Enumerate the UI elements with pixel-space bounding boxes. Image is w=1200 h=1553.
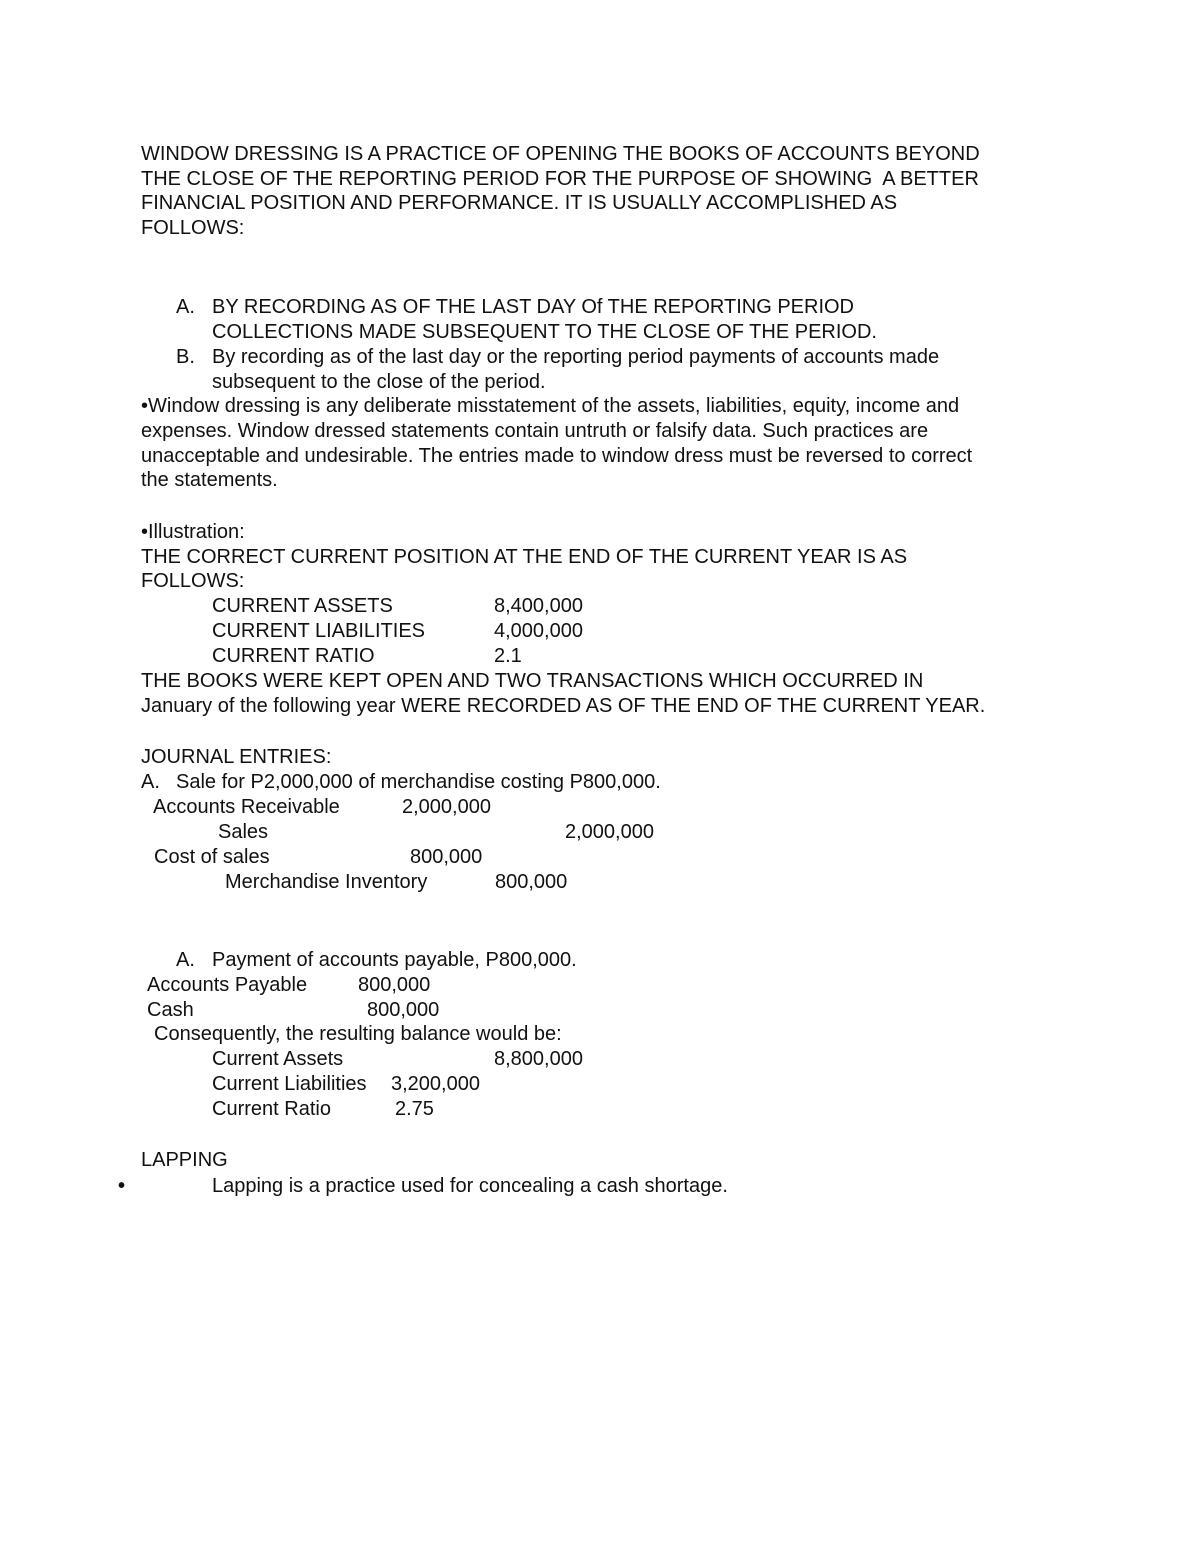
method-b-line-1: By recording as of the last day or the reporting period payments of accounts made xyxy=(212,346,940,368)
definition-line-3: unacceptable and undesirable. The entries made to window dress must be reversed to correct xyxy=(141,445,973,467)
entry-b-marker: A. xyxy=(176,949,195,971)
result-value-current-ratio: 2.75 xyxy=(395,1098,434,1120)
illustration-heading: •Illustration: xyxy=(141,521,245,543)
journal-heading: JOURNAL ENTRIES: xyxy=(141,746,332,768)
illustration-after-line-2: January of the following year WERE RECORDED AS OF THE END OF THE CURRENT YEAR. xyxy=(141,695,986,717)
definition-line-4: the statements. xyxy=(141,469,278,491)
intro-line-3: FINANCIAL POSITION AND PERFORMANCE. IT IS USUALLY ACCOMPLISHED AS xyxy=(141,192,898,214)
intro-line-2: THE CLOSE OF THE REPORTING PERIOD FOR THE PURPOSE OF SHOWING A BETTER xyxy=(141,168,979,190)
entry-a-amount-accounts-receivable: 2,000,000 xyxy=(402,796,491,818)
lapping-bullet: • xyxy=(118,1175,126,1197)
method-a-line-1: BY RECORDING AS OF THE LAST DAY Of THE REPORTING PERIOD xyxy=(212,296,855,318)
intro-line-4: FOLLOWS: xyxy=(141,217,245,239)
result-label-current-liabilities: Current Liabilities xyxy=(212,1073,367,1095)
position-label-current-liabilities: CURRENT LIABILITIES xyxy=(212,620,426,642)
entry-a-amount-merchandise-inventory: 800,000 xyxy=(495,871,568,893)
illustration-after-line-1: THE BOOKS WERE KEPT OPEN AND TWO TRANSACTIONS WHICH OCCURRED IN xyxy=(141,670,924,692)
entry-b-account-cash: Cash xyxy=(147,999,194,1021)
consequently-text: Consequently, the resulting balance would be: xyxy=(154,1023,562,1045)
entry-a-account-merchandise-inventory: Merchandise Inventory xyxy=(225,871,428,893)
lapping-heading: LAPPING xyxy=(141,1149,228,1171)
illustration-line-2: FOLLOWS: xyxy=(141,570,245,592)
method-b-marker: B. xyxy=(176,346,195,368)
entry-a-marker: A. xyxy=(141,771,160,793)
definition-line-2: expenses. Window dressed statements contain untruth or falsify data. Such practices are xyxy=(141,420,929,442)
entry-b-description: Payment of accounts payable, P800,000. xyxy=(212,949,577,971)
entry-b-amount-accounts-payable: 800,000 xyxy=(358,974,431,996)
result-label-current-assets: Current Assets xyxy=(212,1048,344,1070)
entry-b-account-accounts-payable: Accounts Payable xyxy=(147,974,308,996)
entry-a-description: Sale for P2,000,000 of merchandise costing P800,000. xyxy=(176,771,661,793)
entry-a-account-accounts-receivable: Accounts Receivable xyxy=(153,796,340,818)
entry-a-amount-sales: 2,000,000 xyxy=(565,821,654,843)
intro-line-1: WINDOW DRESSING IS A PRACTICE OF OPENING THE BOOKS OF ACCOUNTS BEYOND xyxy=(141,143,980,165)
result-value-current-assets: 8,800,000 xyxy=(494,1048,583,1070)
position-value-current-ratio: 2.1 xyxy=(494,645,522,667)
illustration-line-1: THE CORRECT CURRENT POSITION AT THE END OF THE CURRENT YEAR IS AS xyxy=(141,546,908,568)
method-a-line-2: COLLECTIONS MADE SUBSEQUENT TO THE CLOSE OF THE PERIOD. xyxy=(212,321,877,343)
entry-a-account-cost-of-sales: Cost of sales xyxy=(154,846,270,868)
definition-line-1: •Window dressing is any deliberate misstatement of the assets, liabilities, equity, income and xyxy=(141,395,960,417)
method-a-marker: A. xyxy=(176,296,195,318)
position-value-current-liabilities: 4,000,000 xyxy=(494,620,583,642)
position-label-current-ratio: CURRENT RATIO xyxy=(212,645,375,667)
entry-b-amount-cash: 800,000 xyxy=(367,999,440,1021)
position-label-current-assets: CURRENT ASSETS xyxy=(212,595,393,617)
lapping-text: Lapping is a practice used for concealing a cash shortage. xyxy=(212,1175,728,1197)
result-value-current-liabilities: 3,200,000 xyxy=(391,1073,480,1095)
entry-a-amount-cost-of-sales: 800,000 xyxy=(410,846,483,868)
position-value-current-assets: 8,400,000 xyxy=(494,595,583,617)
entry-a-account-sales: Sales xyxy=(218,821,269,843)
method-b-line-2: subsequent to the close of the period. xyxy=(212,371,546,393)
result-label-current-ratio: Current Ratio xyxy=(212,1098,331,1120)
